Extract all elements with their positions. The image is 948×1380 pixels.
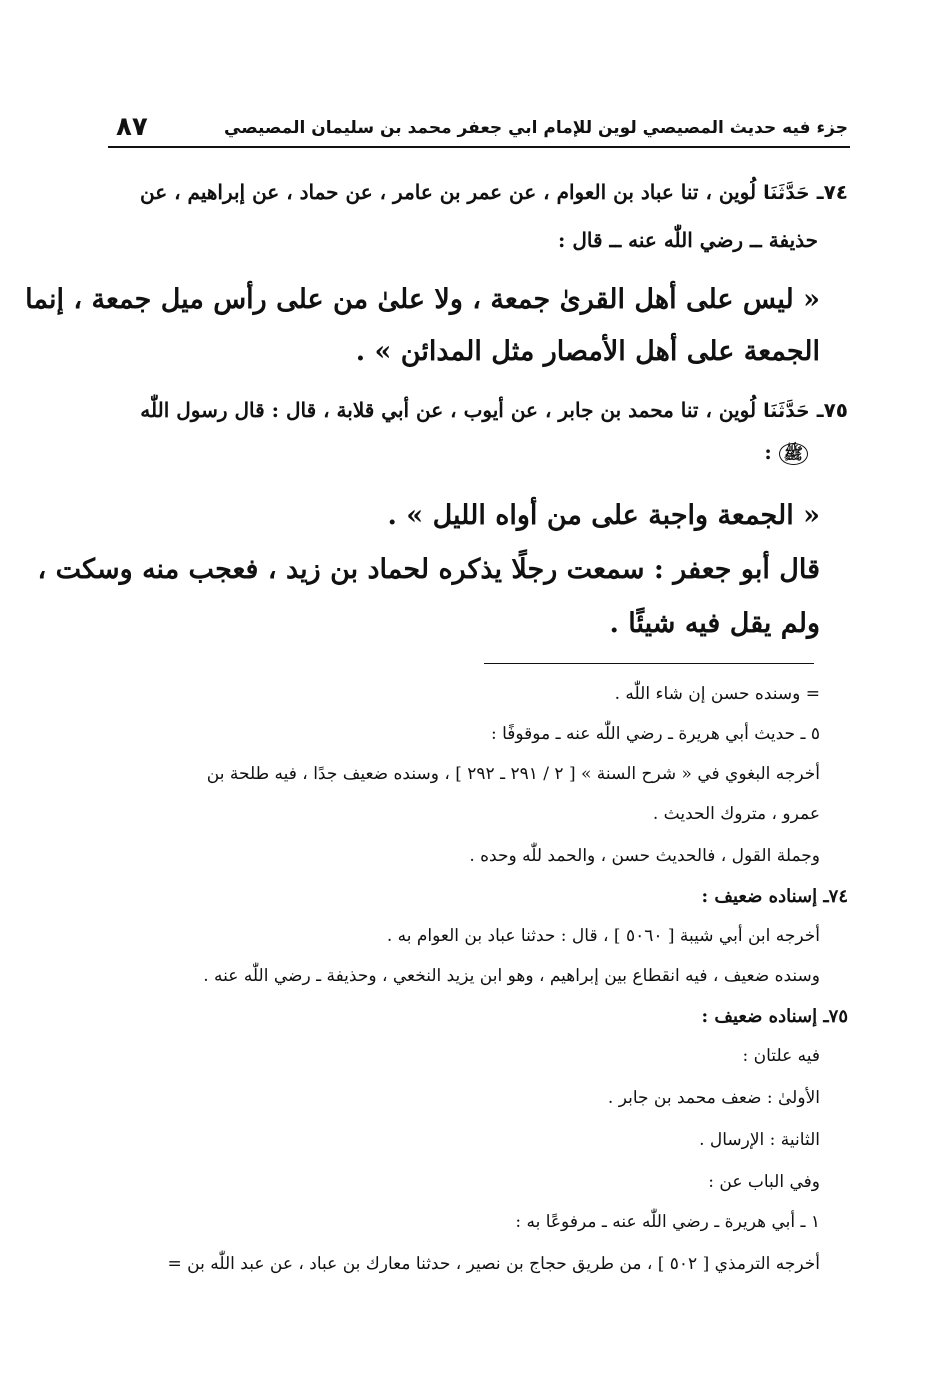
hadith-75-isnad-text-2: : — [764, 440, 772, 464]
hadith-74-isnad-text-1: لُوين ، تنا عباد بن العوام ، عن عمر بن عامر ، عن حماد ، عن إبراهيم ، عن — [139, 180, 757, 204]
hadith-74-matn-line-2: الجمعة على أهل الأمصار مثل المدائن » . — [355, 336, 820, 367]
footnote-line: فيه علتان : — [742, 1046, 820, 1066]
footnote-line: أخرجه الترمذي [ ٥٠٢ ] ، من طريق حجاج بن نصير ، حدثنا معارك بن عباد ، عن عبد اللّٰه بن = — [167, 1254, 820, 1274]
hadith-75-matn: « الجمعة واجبة على من أواه الليل » . — [387, 500, 820, 531]
footnote-line: ٥ ـ حديث أبي هريرة ـ رضي اللّٰه عنه ـ موقوفًا : — [490, 724, 820, 744]
hadith-74-isnad-line-1 — [140, 180, 848, 204]
footnote-heading-74: ٧٤ـ إسناده ضعيف : — [701, 886, 848, 907]
footnote-line: وجملة القول ، فالحديث حسن ، والحمد للّٰه وحده . — [469, 846, 820, 866]
salawat-icon: ﷺ — [779, 443, 808, 465]
hadith-75-isnad-line-2 — [764, 440, 808, 465]
footnote-line: وسنده ضعيف ، فيه انقطاع بين إبراهيم ، وهو ابن يزيد النخعي ، وحذيفة ـ رضي اللّٰه عنه . — [203, 966, 820, 986]
abu-jafar-comment-line-2: ولم يقل فيه شيئًا . — [609, 608, 820, 639]
footnote-line: وفي الباب عن : — [708, 1172, 820, 1192]
hadith-75-isnad-text-1: لُوين ، تنا محمد بن جابر ، عن أيوب ، عن أبي قلابة ، قال : قال رسول اللّٰه — [140, 398, 757, 422]
footnote-line: الأولىٰ : ضعف محمد بن جابر . — [607, 1088, 820, 1108]
footnote-divider — [484, 663, 814, 664]
running-header — [108, 112, 850, 148]
hadith-75-isnad-line-1 — [140, 398, 848, 422]
haddathana-glyph: حَدَّثَنَا — [763, 182, 810, 204]
footnote-line: ١ ـ أبي هريرة ـ رضي اللّٰه عنه ـ مرفوعًا به : — [515, 1212, 820, 1232]
page-number: ٨٧ — [116, 112, 148, 142]
haddathana-glyph: حَدَّثَنَا — [763, 400, 810, 422]
hadith-74-matn-line-1: « ليس على أهل القرىٰ جمعة ، ولا علىٰ من على رأس ميل جمعة ، إنما — [25, 284, 820, 315]
footnote-line: أخرجه البغوي في « شرح السنة » [ ٢ / ٢٩١ ـ ٢٩٢ ] ، وسنده ضعيف جدًا ، فيه طلحة بن — [206, 764, 820, 784]
footnote-line: الثانية : الإرسال . — [699, 1130, 820, 1150]
hadith-75-number: ٧٥ـ — [816, 398, 848, 422]
footnote-line: = وسنده حسن إن شاء اللّٰه . — [614, 684, 820, 704]
footnote-heading-75: ٧٥ـ إسناده ضعيف : — [701, 1006, 848, 1027]
footnote-line: عمرو ، متروك الحديث . — [652, 804, 820, 824]
abu-jafar-comment-line-1: قال أبو جعفر : سمعت رجلًا يذكره لحماد بن زيد ، فعجب منه وسكت ، — [37, 554, 820, 585]
hadith-74-isnad-line-2: حذيفة ــ رضي اللّٰه عنه ــ قال : — [557, 228, 818, 252]
header-title: جزء فيه حديث المصيصي لوين للإمام ابي جعفر محمد بن سليمان المصيصي — [224, 118, 848, 138]
hadith-74-number: ٧٤ـ — [816, 180, 848, 204]
footnote-line: أخرجه ابن أبي شيبة [ ٥٠٦٠ ] ، قال : حدثنا عباد بن العوام به . — [386, 926, 820, 946]
